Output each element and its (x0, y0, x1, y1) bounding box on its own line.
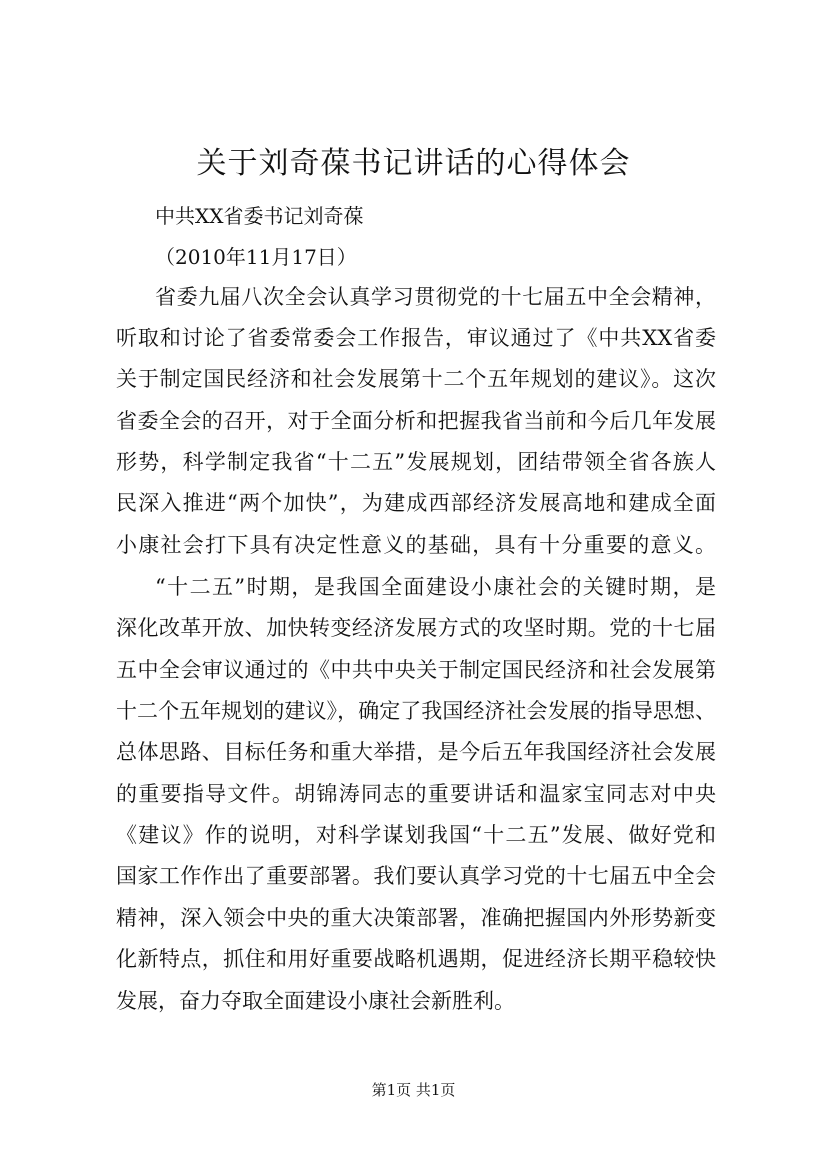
paragraph-line: 听取和讨论了省委常委会工作报告，审议通过了《中共XX省委 (116, 326, 716, 350)
paragraph-line: 十二个五年规划的建议》，确定了我国经济社会发展的指导思想、 (116, 699, 716, 723)
paragraph-line: 《建议》作的说明，对科学谋划我国“十二五”发展、做好党和 (116, 823, 716, 847)
page-number: 第1页 共1页 (371, 1081, 456, 1099)
paragraph-line: 发展，奋力夺取全面建设小康社会新胜利。 (116, 989, 515, 1013)
paragraph-line: 省委全会的召开，对于全面分析和把握我省当前和今后几年发展 (116, 409, 716, 433)
paragraph-line: 省委九届八次全会认真学习贯彻党的十七届五中全会精神， (155, 285, 716, 309)
document-date: （2010年11月17日） (155, 245, 357, 269)
paragraph-line: 精神，深入领会中央的重大决策部署，准确把握国内外形势新变 (116, 906, 716, 930)
document-author: 中共XX省委书记刘奇葆 (155, 204, 364, 228)
paragraph-line: 的重要指导文件。胡锦涛同志的重要讲话和温家宝同志对中央 (116, 782, 716, 806)
paragraph-line: 五中全会审议通过的《中共中央关于制定国民经济和社会发展第 (116, 658, 716, 682)
paragraph-line: 国家工作作出了重要部署。我们要认真学习党的十七届五中全会 (116, 864, 716, 888)
paragraph-line: 形势，科学制定我省“十二五”发展规划，团结带领全省各族人 (116, 450, 716, 474)
paragraph-line: 深化改革开放、加快转变经济发展方式的攻坚时期。党的十七届 (116, 616, 716, 640)
paragraph-line: 化新特点，抓住和用好重要战略机遇期，促进经济长期平稳较快 (116, 947, 716, 971)
paragraph-line: 民深入推进“两个加快”，为建成西部经济发展高地和建成全面 (116, 491, 716, 515)
paragraph-line: 总体思路、目标任务和重大举措，是今后五年我国经济社会发展 (116, 740, 716, 764)
paragraph-line: 关于制定国民经济和社会发展第十二个五年规划的建议》。这次 (116, 367, 716, 391)
paragraph-line: 小康社会打下具有决定性意义的基础，具有十分重要的意义。 (116, 533, 716, 557)
paragraph-line: “十二五”时期，是我国全面建设小康社会的关键时期，是 (155, 575, 716, 599)
document-title: 关于刘奇葆书记讲话的心得体会 (196, 146, 631, 181)
